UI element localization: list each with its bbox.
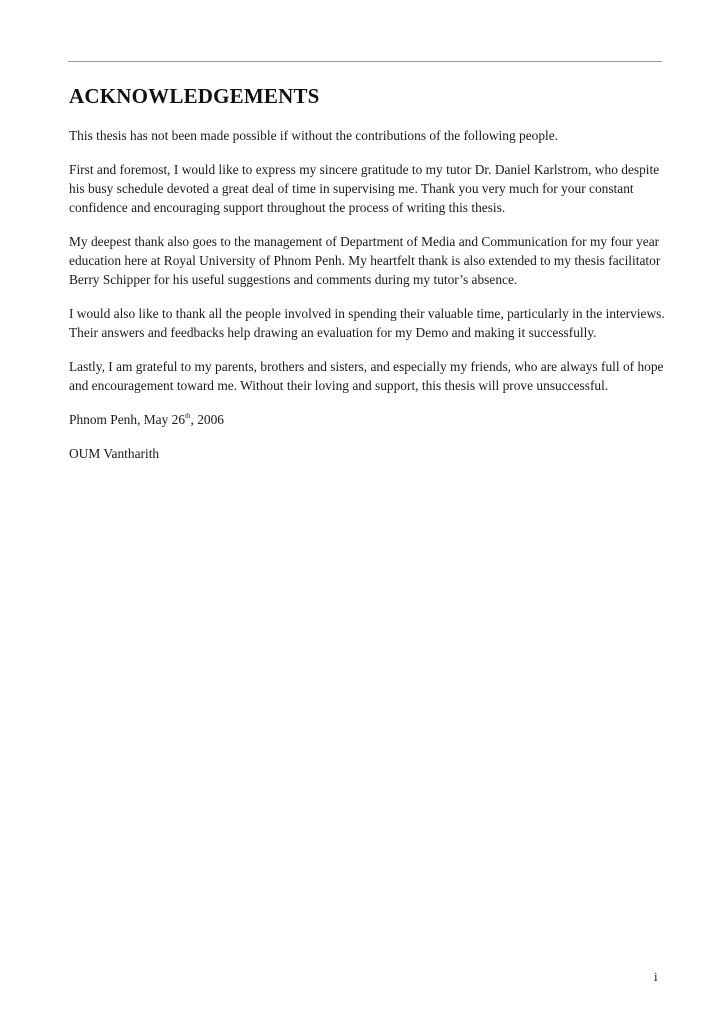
date-prefix: Phnom Penh, May 26 (69, 412, 186, 427)
page-number: i (654, 969, 658, 984)
paragraph-tutor: First and foremost, I would like to express my sincere gratitude to my tutor Dr. Daniel Karlstrom, who despite his busy schedule devoted a great deal of time in supervising me. Thank you very much for your constant confidence and encouraging support throughout the process of writing this thesis. (69, 162, 660, 215)
paragraph-interviewees: I would also like to thank all the people involved in spending their valuable time, particularly in the interviews. Their answers and feedbacks help drawing an evaluation for my Demo and making it successfully. (69, 306, 665, 340)
date-superscript: th (185, 412, 191, 420)
date-suffix: , 2006 (190, 412, 224, 427)
paragraph-intro: This thesis has not been made possible if without the contributions of the following people. (69, 128, 559, 143)
page-title: ACKNOWLEDGEMENTS (69, 84, 320, 108)
paragraph-family: Lastly, I am grateful to my parents, brothers and sisters, and especially my friends, who are always full of hope and encouragement toward me. Without their loving and support, this thesis will prove unsuccessful. (69, 359, 664, 393)
signature: OUM Vantharith (69, 446, 160, 461)
header-rule (68, 61, 662, 62)
acknowledgements-body (69, 126, 669, 478)
date-line (69, 410, 669, 429)
paragraph-department: My deepest thank also goes to the management of Department of Media and Communication for my four year education here at Royal University of Phnom Penh. My heartfelt thank is also extended to my thesis facilitator Berry Schipper for his useful suggestions and comments during my tutor’s absence. (69, 234, 661, 287)
